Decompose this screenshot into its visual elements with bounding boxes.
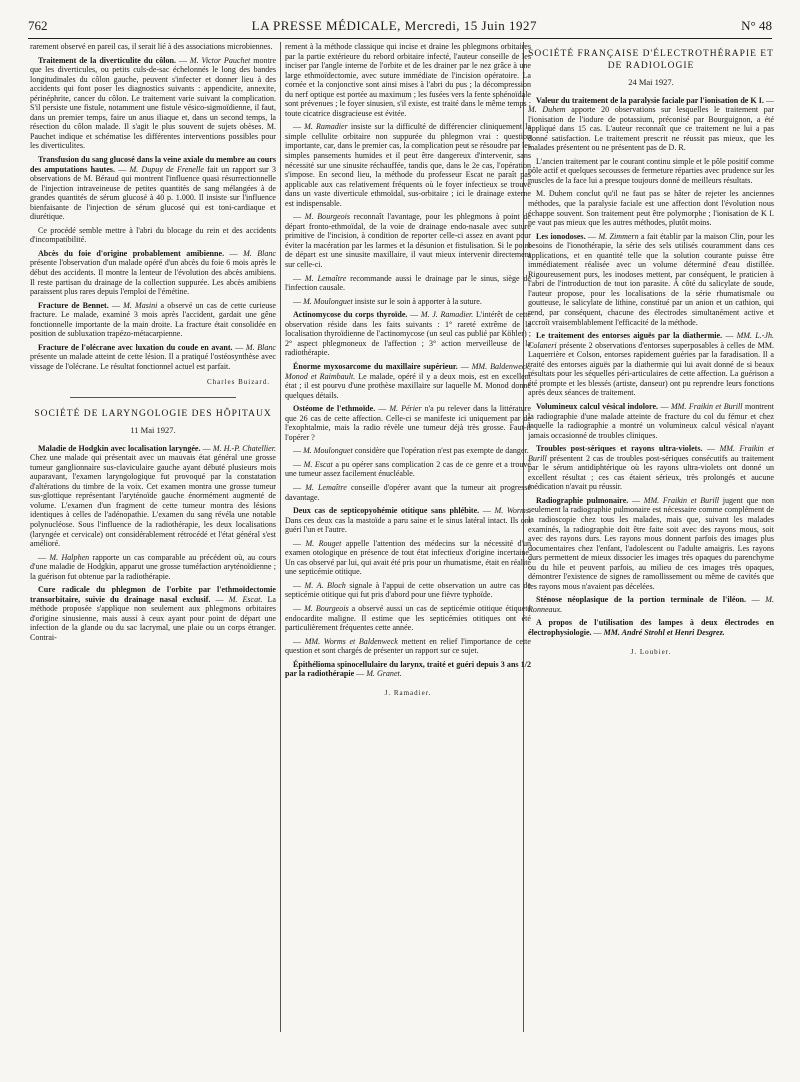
article-author: MM. André Strohl et Henri Desgrez. [603, 627, 725, 637]
article-body: jugent que non seulement la radiographie pulmonaire est nécessaire comme complément de la radioscopie chez tous les malades, mais que, suivant les malades examinés, la radiographie doit être faite soit avec des rayons mous, soit avec des rayons durs. Les rayons mous donnent parfois des images plus documentaires chez l'enfant, l'adolescent ou l'adulte amaigris. Les rayons durs permettent de mieux dissocier les images très opaques du parenchyme ou du hile et peuvent parfois, au milieu de ces images très opaques, démontrer l'existence de signes de ramollissement ou même de cavités que les rayons mous n'avaient pas décelées. [528, 495, 774, 591]
article-author: M. Duhem [528, 105, 566, 115]
article-title: Le traitement des entorses aiguës par la diathermie. [536, 331, 723, 341]
article-author: M. J. Ramadier. [420, 310, 474, 320]
article-myxosarcome: Énorme myxosarcome du maxillaire supérieur. — MM. Baldenweck, Monod et Raimbault. Le malade, opéré il y a deux mois, est en excellent état ; il est pourvu d'une prothèse maxillaire sur laquelle M. Monod donne quelques détails. [285, 361, 531, 400]
article-body: présente un malade atteint de cette lésion. Il a pratiqué l'ostéosynthèse avec vissage de l'olécrane. Le résultat fonctionnel actuel est parfait. [30, 352, 276, 371]
article-author: M. Moulonguet [303, 446, 353, 456]
article-body: La méthode proposée s'applique non seulement aux phlegmons orbitaires d'origine sinusienne, mais aussi à ceux ayant pour point de départ une infection de la glande ou du sac lacrymal, une plaie ou un corps étranger. Contrai- [30, 594, 276, 642]
article-radiographie-pulmonaire: Radiographie pulmonaire. — MM. Fraikin et Burill jugent que non seulement la radiographie pulmonaire est nécessaire comme complément de la radioscopie chez tous les malades, mais que, suivant les malades examinés, la radiographie doit être faite soit avec des rayons mous, soit avec des rayons durs. Les rayons mous donnent parfois des images plus documentaires chez l'enfant, l'adolescent ou l'adulte amaigris. Les rayons durs permettent de mieux dissocier les images très opaques du parenchyme ou du hile et peuvent parfois, au milieu de ces images très opaques, démontrer l'existence de signes de ramollissement ou même de cavités que les rayons mous n'avaient pas décelées. [528, 495, 774, 591]
article-body: n'a pu relever dans la littérature que 26 cas de cette affection. Celle-ci se manifeste ici uniquement par de l'exophtalmie, mais la radio révèle une tumeur déjà très grosse. Faut-il l'opérer ? [285, 404, 531, 442]
article-body: présente l'observation d'un malade opéré d'un abcès du foie 6 mois après le début des accidents. Il montre la lenteur de l'évolution des abcès amibiens. Il reste partisan du drainage de la collection suppurée. Les abcès amibiens paraissent plus rares depuis l'emploi de l'émétine. [30, 258, 276, 297]
article-body: signale à l'appui de cette observation un autre cas de septicémie otitique qui fut pris d'abord pour une fièvre typhoïde. [285, 580, 531, 600]
article-body: reconnaît l'avantage, pour les phlegmons à point de départ fronto-ethmoïdal, de la voie de drainage endo-nasale avec suture primitive de l'incision, à condition de reporter celle-ci assez en avant pour éviter la macération par les larmes et la désunion et fistulisation. Si le point de départ est une sinusite maxillaire, il vaut mieux intervenir directement sur celle-ci. [285, 212, 531, 270]
comment-bloch: — M. A. Bloch signale à l'appui de cette observation un autre cas de septicémie otitique qui fut pris d'abord pour une fièvre typhoïde. [285, 580, 531, 600]
article-body: a fait établir par la maison Clin, pour les besoins de l'ionothérapie, la série des sels utilisés couramment dans ces applications, et en quantité telle que la solution courante puisse être immédiatement réalisée avec un volume déterminé d'eau distillée. Rigoureusement purs, les inodoses mettent, par conséquent, le praticien à l'abri de l'introduction de tout ion parasite. À côté du salicylate de soude, l'auteur propose, pour les localisations de la série rhumatismale ou goutteuse, le salicylate de lithine, constitué par un anion et un cathion, qui rend, par conséquent, chacune des électrodes simultanément active et accroît vraisemblablement l'efficacité de la méthode. [528, 231, 774, 327]
comment-bourgeois: — M. Bourgeois reconnaît l'avantage, pour les phlegmons à point de départ fronto-ethmoïdal, de la voie de drainage endo-nasale avec suture primitive de l'incision, à condition de reporter celle-ci assez en avant pour éviter la macération par les larmes et la désunion et fistulisation. Si le point de départ est une sinusite maxillaire, il vaut mieux intervenir directement sur celle-ci. [285, 212, 531, 270]
article-fracture-olecrane: Fracture de l'olécrane avec luxation du coude en avant. — M. Blanc présente un malade atteint de cette lésion. Il a pratiqué l'ostéosynthèse avec vissage de l'olécrane. Le résultat fonctionnel actuel est parfait. [30, 342, 276, 371]
article-author: M. Rouget [305, 538, 342, 548]
article-body: considère que l'opération n'est pas exempte de danger. [354, 446, 529, 456]
article-epithelioma: Épithélioma spinocellulaire du larynx, traité et guéri depuis 3 ans 1/2 par la radiothérapie — M. Granet. [285, 659, 531, 679]
signature: J. Ramadier. [384, 688, 432, 697]
article-body: a pu opérer sans complication 2 cas de ce genre et a trouvé une tumeur assez facilement énucléable. [285, 459, 531, 479]
section-heading: SOCIÉTÉ FRANÇAISE D'ÉLECTROTHÉRAPIE ET DE RADIOLOGIE [528, 49, 774, 71]
publication-title: LA PRESSE MÉDICALE, Mercredi, 15 Juin 1927 [251, 18, 537, 33]
article-author: M. Ramadier [304, 122, 348, 132]
comment-escat: — M. Escat a pu opérer sans complication 2 cas de ce genre et a trouvé une tumeur assez facilement énucléable. [285, 459, 531, 479]
article-author: M. Halphen [49, 552, 90, 562]
article-author: MM. Fraikin et Burill [643, 495, 720, 505]
article-body: a observé aussi un cas de septicémie otitique étiqueté endocardite maligne. Il estime que les septicémies otitiques ont été particulièrement fréquentes cette année. [285, 603, 531, 633]
page-number: 762 [28, 18, 48, 33]
column-right [528, 42, 774, 1078]
article-author: MM. L.-Jh. Colaneri [528, 331, 774, 350]
article-author: MM. Baldenweck, Monod et Raimbault. [285, 361, 531, 381]
article-body: fait un rapport sur 3 observations de M. Béraud qui montrent l'influence quasi résurrectionnelle de l'injection intraveineuse de petites quantités de sang mélangées à de grandes quantités de sérum glucosé à 40 p. 1.000. Il insiste sur l'influence bienfaisante de l'injection de sérum glucosé qui est toni-cardiaque et diurétique. [30, 164, 276, 222]
signature: J. Loubier. [630, 647, 672, 656]
article-body: appelle l'attention des médecins sur la nécessité d'un examen otologique en présence de tout état infectieux d'origine incertaine. Un cas observé par lui, qui avait été pris pour un rhumatisme, était en réalité une septicémie otitique. [285, 538, 531, 577]
article-title: Valeur du traitement de la paralysie faciale par l'ionisation de K I. [536, 95, 764, 105]
signature: Charles Buizard. [206, 377, 270, 386]
article-author: M. Escat [303, 459, 333, 469]
article-lampes: A propos de l'utilisation des lampes à deux électrodes en électrophysiologie. — MM. André Strohl et Henri Desgrez. [528, 618, 774, 637]
continued-paragraph: rarement observé en pareil cas, il serait lié à des associations microbiennes. [30, 42, 273, 51]
page-header [28, 14, 772, 39]
comment-ramadier: — M. Ramadier insiste sur la difficulté de différencier cliniquement la simple cellulite orbitaire non suppurée du phlegmon vrai : question importante, car, dans le premier cas, la complication peut se résoudre par les simples pansements humides et il peut être dangereux d'intervenir, sans nécessité sur une sinusite réchauffée, tandis que, dans le 2e cas, l'opération s'impose. En second lieu, la méthode du professeur Escat ne paraît pas applicable aux cas relativement fréquents où le foyer infectieux se trouve dans un vaste diverticule ethmoïdal, sus-orbitaire ; ici le drainage externe est indispensable. [285, 122, 531, 208]
article-body: présente 2 observations d'entorses superposables à celles de MM. Laquerrière et Colson, entorses rapidement guéries par la faradisation. Il a traité des entorses aiguës par la diathermie qui lui avait donné de si beaux résultats pour les séquelles péri-articulaires de cette affection. La guérison a été prompte et les blessés (artiste, danseur) ont pu reprendre leurs fonctions après deux séances de traitement. [528, 340, 774, 398]
section-heading: SOCIÉTÉ DE LARYNGOLOGIE DES HÔPITAUX [34, 409, 272, 420]
article-body: Chez une malade qui présentait avec un mauvais état général une grosse tumeur ganglionnaire sus-claviculaire gauche ayant débuté plusieurs mois auparavant, l'examen laryngologique fut provoqué par la constatation d'altérations du timbre de la voix. Cet examen montra une grosse tumeur sus-glottique représentant l'aryténoïde gauche énormément augmenté de volume. L'examen d'un fragment de cette tumeur montra des lésions identiques à celles de l'adénopathie. L'examen du sang révéla une notable polynucléose. Sous l'influence de la radiothérapie, les deux localisations (laryngée et cervicale) ont considérablement rétrocédé et l'état général s'est amélioré. [30, 453, 276, 549]
article-title: Transfusion du sang glucosé dans la veine axiale du membre au cours des amputations hautes. [30, 155, 276, 174]
continued-paragraph: rement à la méthode classique qui incise et draine les phlegmons orbitaires par la partie extérieure du rebord orbitaire infecté, l'auteur conseille de les inciser par l'angle interne de l'orbite et de les drainer par le nez grâce à une large ethmoïdectomie, avec suture immédiate de l'incision opératoire. La cornée et la conjonctive sont ainsi mises à l'abri du pus ; la décompression du nerf optique est portée au maximum ; les fusées vers la fente sphénoïdale sont prévenues ; le foyer sinusien, s'il existe, est traité dans le même temps ; toute cicatrice disgracieuse est évitée. [285, 42, 531, 118]
article-title: Énorme myxosarcome du maxillaire supérieur. [293, 361, 458, 371]
article-transfusion: Transfusion du sang glucosé dans la veine axiale du membre au cours des amputations hautes. — M. Dupuy de Frenelle fait un rapport sur 3 observations de M. Béraud qui montrent l'influence quasi résurrectionnelle de l'injection intraveineuse de petites quantités de sang mélangées à de grandes quantités de sérum glucosé à 40 p. 1.000. Il insiste sur l'influence bienfaisante de l'injection de sérum glucosé qui est toni-cardiaque et diurétique. [30, 155, 276, 222]
article-title: Ostéome de l'ethmoïde. [293, 404, 376, 414]
article-author: M. Bourgeois [304, 603, 349, 613]
article-osteome: Ostéome de l'ethmoïde. — M. Périer n'a pu relever dans la littérature que 26 cas de cette affection. Celle-ci se manifeste ici uniquement par de l'exophtalmie, mais la radio révèle une tumeur déjà très grosse. Faut-il l'opérer ? [285, 404, 531, 442]
article-author: MM. Fraikin et Burill [528, 444, 774, 463]
article-author: M. Lemaître [304, 273, 347, 283]
article-author: M. Dupuy de Frenelle [129, 164, 204, 174]
article-author: M. Masini [123, 300, 158, 310]
article-author: M. Victor Pauchet [189, 55, 251, 65]
article-abces-foie: Abcès du foie d'origine probablement amibienne. — M. Blanc présente l'observation d'un malade opéré d'un abcès du foie 6 mois après le début des accidents. Il montre la lenteur de l'évolution des abcès amibiens. Il reste partisan du drainage de la collection suppurée. Les abcès amibiens paraissent plus rares depuis l'emploi de l'émétine. [30, 248, 276, 297]
article-author: M. A. Bloch [304, 580, 346, 590]
article-title: Radiographie pulmonaire. [536, 495, 629, 505]
article-title: Troubles post-sériques et rayons ultra-violets. [536, 444, 703, 454]
article-body: rapporte un cas comparable au précédent où, au cours d'une maladie de Hodgkin, apparut une grosse tuméfaction aryténoïdienne ; la guérison fut obtenue par la radiothérapie. [30, 552, 276, 581]
article-author: M. Moulonguet [303, 296, 353, 306]
article-ionodoses: Les ionodoses. — M. Zimmern a fait établir par la maison Clin, pour les besoins de l'ionothérapie, la série des sels utilisés couramment dans ces applications, et en quantité telle que la solution courante puisse être immédiatement réalisée avec un volume déterminé d'eau distillée. Rigoureusement purs, les inodoses mettent, par conséquent, le praticien à l'abri de l'introduction de tout ion parasite. À côté du salicylate de soude, l'auteur propose, pour les localisations de la série rhumatismale ou goutteuse, le salicylate de lithine, constitué par un anion et un cathion, qui rend, par conséquent, chacune des électrodes simultanément active et accroît vraisemblablement l'efficacité de la méthode. [528, 231, 774, 327]
article-phlegmon-orbite: Cure radicale du phlegmon de l'orbite par l'ethmoïdectomie transorbitaire, suivie du drainage nasal exclusif. — M. Escat. La méthode proposée s'applique non seulement aux phlegmons orbitaires d'origine sinusienne, mais aussi à ceux ayant pour point de départ une infection de la glande ou du sac lacrymal, une plaie ou un corps étranger. Contrai- [30, 585, 276, 642]
article-title: Fracture de l'olécrane avec luxation du coude en avant. [38, 342, 233, 352]
comment-moulonguet: — M. Moulonguet insiste sur le soin à apporter à la suture. [293, 296, 482, 306]
column-left [30, 42, 276, 1078]
article-author: M. Granet. [366, 669, 402, 679]
column-divider-left [280, 42, 281, 1032]
article-author: M. Bourgeois [304, 212, 351, 222]
article-paragraph: L'ancien traitement par le courant continu simple et le pôle positif comme pôle actif et quelques secousses de fermeture réparties avec prudence sur les muscles de la face lui a presque toujours donné de meilleurs résultats. [528, 156, 774, 185]
article-body: Dans ces deux cas la mastoïde a paru saine et le sinus latéral intact. Ils ont guéri l'un et l'autre. [285, 515, 531, 535]
article-diverticulite: Traitement de la diverticulite du côlon. — M. Victor Pauchet montre que les diverticules, ou petits culs-de-sac échelonnés le long des bandes longitudinales du côlon gauche, peuvent s'infecter et donner lieu à des accidents qui font poser les diagnostics suivants : appendicite, annexite, périnéphrite, cancer du côlon. Le traitement varie suivant la complication. S'il persiste une fistule, notamment une fistule vésico-sigmoïdienne, il faut, dans un premier temps, faire un anus iliaque et, dans un second temps, la résection du côlon malade. Il s'agit le plus souvent de sujets obèses. M. Pauchet indique et schématise les différentes interventions possibles pour les diverticulites. [30, 55, 276, 151]
section-rule [70, 397, 236, 398]
article-body: insiste sur la difficulté de différencier cliniquement la simple cellulite orbitaire non suppurée du phlegmon vrai : question importante, car, dans le premier cas, la complication peut se résoudre par les simples pansements humides et il peut être dangereux d'intervenir, sans nécessité sur une sinusite réchauffée, tandis que, dans le 2e cas, l'opération s'impose. En second lieu, la méthode du professeur Escat ne paraît pas applicable aux cas relativement fréquents où le foyer infectieux se trouve dans un vaste diverticule ethmoïdal, sus-orbitaire ; ici le drainage externe est indispensable. [285, 122, 531, 208]
article-body: montrent la radiographie d'une malade atteinte de fracture du col du fémur et chez laquelle la radiographie a montré un volumineux calcul vésical n'ayant jamais occasionné de troubles cliniques. [528, 401, 774, 440]
article-author: M. Périer [389, 404, 422, 414]
column-middle [285, 42, 531, 1078]
article-body: a observé un cas de cette curieuse fracture. Le malade, examiné 3 mois après l'accident, gardait une gêne fonctionnelle importante de la main droite. La fracture était consolidée en position de subluxation trapézo-métacarpienne. [30, 300, 276, 339]
section-date: 11 Mai 1927. [130, 425, 176, 436]
article-author: MM. Worms et Baldenweck [304, 636, 398, 646]
article-title: Sténose néoplasique de la portion terminale de l'iléon. [536, 595, 746, 605]
article-body: montre que les diverticules, ou petits culs-de-sac échelonnés le long des bandes longitudinales du côlon gauche, peuvent s'infecter et donner lieu à des accidents qui font poser les diagnostics suivants : appendicite, annexite, périnéphrite, cancer du côlon. Le traitement varie suivant la complication. S'il persiste une fistule, notamment une fistule vésico-sigmoïdienne, il faut, dans un premier temps, faire un anus iliaque et, dans un second temps, la résection du côlon malade. Il s'agit le plus souvent de sujets obèses. M. Pauchet indique et schématise les différentes interventions possibles pour les diverticulites. [30, 55, 276, 151]
article-entorses: Le traitement des entorses aiguës par la diathermie. — MM. L.-Jh. Colaneri présente 2 observations d'entorses superposables à celles de MM. Laquerrière et Colson, entorses rapidement guéries par la faradisation. Il a traité des entorses aiguës par la diathermie qui lui avait donné de si beaux résultats pour les séquelles péri-articulaires de cette affection. La guérison a été prompte et les blessés (artiste, danseur) ont pu reprendre leurs fonctions après deux séances de traitement. [528, 331, 774, 398]
article-title: Fracture de Bennet. [38, 300, 109, 310]
article-author: M. H.-P. Chatellier. [212, 443, 276, 453]
article-title: Abcès du foie d'origine probablement amibienne. [38, 248, 225, 258]
article-paragraph: M. Duhem conclut qu'il ne faut pas se hâter de rejeter les anciennes méthodes, que la paralysie faciale est une affection dont l'évolution nous échappe souvent. Son traitement peut être polymorphe ; l'ionisation de K I. ne vaut pas mieux que les autres méthodes, plutôt moins. [528, 189, 774, 228]
article-author: M. Lemaître [305, 482, 347, 492]
article-title: Maladie de Hodgkin avec localisation laryngée. [38, 443, 201, 453]
comment-lemaitre-2: — M. Lemaître conseille d'opérer avant que la tumeur ait progressé davantage. [285, 482, 531, 502]
article-author: M. Escat. [228, 594, 263, 604]
article-paragraph: Ce procédé semble mettre à l'abri du blocage du rein et des accidents d'incompatibilité. [30, 225, 276, 245]
article-hodgkin: Maladie de Hodgkin avec localisation laryngée. — M. H.-P. Chatellier. Chez une malade qui présentait avec un mauvais état général une grosse tumeur ganglionnaire sus-claviculaire gauche ayant débuté plusieurs mois auparavant, l'examen laryngologique fut provoqué par la constatation d'altérations du timbre de la voix. Cet examen montra une grosse tumeur sus-glottique représentant l'aryténoïde gauche énormément augmenté de volume. L'examen d'un fragment de cette tumeur montra des lésions identiques à celles de l'adénopathie. L'examen du sang révéla une notable polynucléose. Sous l'influence de la radiothérapie, les deux localisations (laryngée et cervicale) ont considérablement rétrocédé et l'état général s'est amélioré. [30, 443, 276, 549]
article-title: Volumineux calcul vésical indolore. [536, 401, 659, 411]
article-actinomycose: Actinomycose du corps thyroïde. — M. J. Ramadier. L'intérêt de cette observation réside dans les faits suivants : 1° rareté extrême de la localisation thyroïdienne de l'actinomycose (un seul cas publié par Köhler) ; 2° aspect phlegmoneux de l'affection ; 3° action merveilleuse de la radiothérapie. [285, 310, 531, 358]
article-stenose: Sténose néoplasique de la portion terminale de l'iléon. — M. Ronneaux. [528, 595, 774, 614]
article-author: M. Zimmern [598, 231, 639, 241]
comment-bourgeois-2: — M. Bourgeois a observé aussi un cas de septicémie otitique étiqueté endocardite maligne. Il estime que les septicémies otitiques ont été particulièrement fréquentes cette année. [285, 603, 531, 633]
article-fracture-bennet: Fracture de Bennet. — M. Masini a observé un cas de cette curieuse fracture. Le malade, examiné 3 mois après l'accident, gardait une gêne fonctionnelle importante de la main droite. La fracture était consolidée en position de subluxation trapézo-métacarpienne. [30, 300, 276, 339]
article-troubles-post-seriques: Troubles post-sériques et rayons ultra-violets. — MM. Fraikin et Burill présentent 2 cas de troubles post-sériques consécutifs au traitement par le sérum antidiphtérique où les rayons ultra-violets ont donné un excellent résultat ; ces cas étaient sérieux, très prolongés et aucune médication n'avait pu réussir. [528, 444, 774, 492]
article-body: présentent 2 cas de troubles post-sériques consécutifs au traitement par le sérum antidiphtérique où les rayons ultra-violets ont donné un excellent résultat ; ces cas étaient sérieux, très prolongés et aucune médication n'avait pu réussir. [528, 453, 774, 492]
article-calcul-vesical: Volumineux calcul vésical indolore. — MM. Fraikin et Burill montrent la radiographie d'une malade atteinte de fracture du col du fémur et chez laquelle la radiographie a montré un volumineux calcul vésical n'ayant jamais occasionné de troubles cliniques. [528, 401, 774, 440]
issue-number: N° 48 [741, 18, 772, 33]
article-body: mettent en relief l'importance de cette question et sont chargés de présenter un rapport sur ce sujet. [285, 636, 531, 656]
article-title: Traitement de la diverticulite du côlon. [38, 55, 176, 65]
article-body: Le malade, opéré il y a deux mois, est en excellent état ; il est pourvu d'une prothèse maxillaire sur laquelle M. Monod donne quelques détails. [285, 371, 531, 400]
article-body: conseille d'opérer avant que la tumeur ait progressé davantage. [285, 482, 531, 502]
article-title: Épithélioma spinocellulaire du larynx, traité et guéri depuis 3 ans 1/2 par la radiothérapie [285, 659, 531, 679]
article-author: M. Blanc [245, 342, 276, 352]
article-title: Deux cas de septicopyohémie otitique sans phlébite. [293, 506, 480, 516]
article-halphen: — M. Halphen rapporte un cas comparable au précédent où, au cours d'une maladie de Hodgkin, apparut une grosse tuméfaction aryténoïdienne ; la guérison fut obtenue par la radiothérapie. [30, 552, 276, 581]
comment-moulonguet-2: — M. Moulonguet considère que l'opération n'est pas exempte de danger. [293, 446, 529, 456]
article-paralysie-faciale: Valeur du traitement de la paralysie faciale par l'ionisation de K I. — M. Duhem apporte 20 observations sur lesquelles le traitement par l'ionisation de l'iodure de potassium, préconisé par Bourguignon, a été appliqué dans 15 cas. L'auteur reconnaît que ce traitement ne lui a pas donné satisfaction. Le traitement prescrit ne réussit pas mieux, que les malades présentent ou ne présentent pas de D. R. [528, 95, 774, 153]
article-title: A propos de l'utilisation des lampes à deux électrodes en électrophysiologie. [528, 618, 774, 637]
article-body: recommande aussi le drainage par le sinus, siège de l'infection causale. [285, 273, 531, 293]
comment-rouget: — M. Rouget appelle l'attention des médecins sur la nécessité d'un examen otologique en présence de tout état infectieux d'origine incertaine. Un cas observé par lui, qui avait été pris pour un rhumatisme, était en réalité une septicémie otitique. [285, 538, 531, 577]
article-author: M. Blanc [243, 248, 276, 258]
article-septicopyohemie: Deux cas de septicopyohémie otitique sans phlébite. — M. Worms. Dans ces deux cas la mastoïde a paru saine et le sinus latéral intact. Ils ont guéri l'un et l'autre. [285, 506, 531, 535]
article-title: Cure radicale du phlegmon de l'orbite par l'ethmoïdectomie transorbitaire, suivie du drainage nasal exclusif. [30, 585, 276, 604]
article-title: Actinomycose du corps thyroïde. [293, 310, 408, 320]
article-title: Les ionodoses. [536, 231, 586, 241]
article-body: apporte 20 observations sur lesquelles le traitement par l'ionisation de l'iodure de potassium, préconisé par Bourguignon, a été appliqué dans 15 cas. L'auteur reconnaît que ce traitement ne lui a pas donné satisfaction. Le traitement prescrit ne réussit pas mieux, que les malades présentent ou ne présentent pas de D. R. [528, 105, 774, 153]
comment-lemaitre: — M. Lemaître recommande aussi le drainage par le sinus, siège de l'infection causale. [285, 273, 531, 293]
article-body: insiste sur le soin à apporter à la suture. [354, 296, 482, 306]
article-author: MM. Fraikin et Burill [670, 401, 743, 411]
comment-worms-baldenweck: — MM. Worms et Baldenweck mettent en relief l'importance de cette question et sont chargés de présenter un rapport sur ce sujet. [285, 636, 531, 656]
article-body: L'intérêt de cette observation réside dans les faits suivants : 1° rareté extrême de la localisation thyroïdienne de l'actinomycose (un seul cas publié par Köhler) ; 2° aspect phlegmoneux de l'affection ; 3° action merveilleuse de la radiothérapie. [285, 310, 531, 358]
section-date: 24 Mai 1927. [628, 77, 674, 87]
article-author: M. Worms. [494, 506, 531, 516]
article-author: M. Ronneaux. [528, 595, 774, 614]
